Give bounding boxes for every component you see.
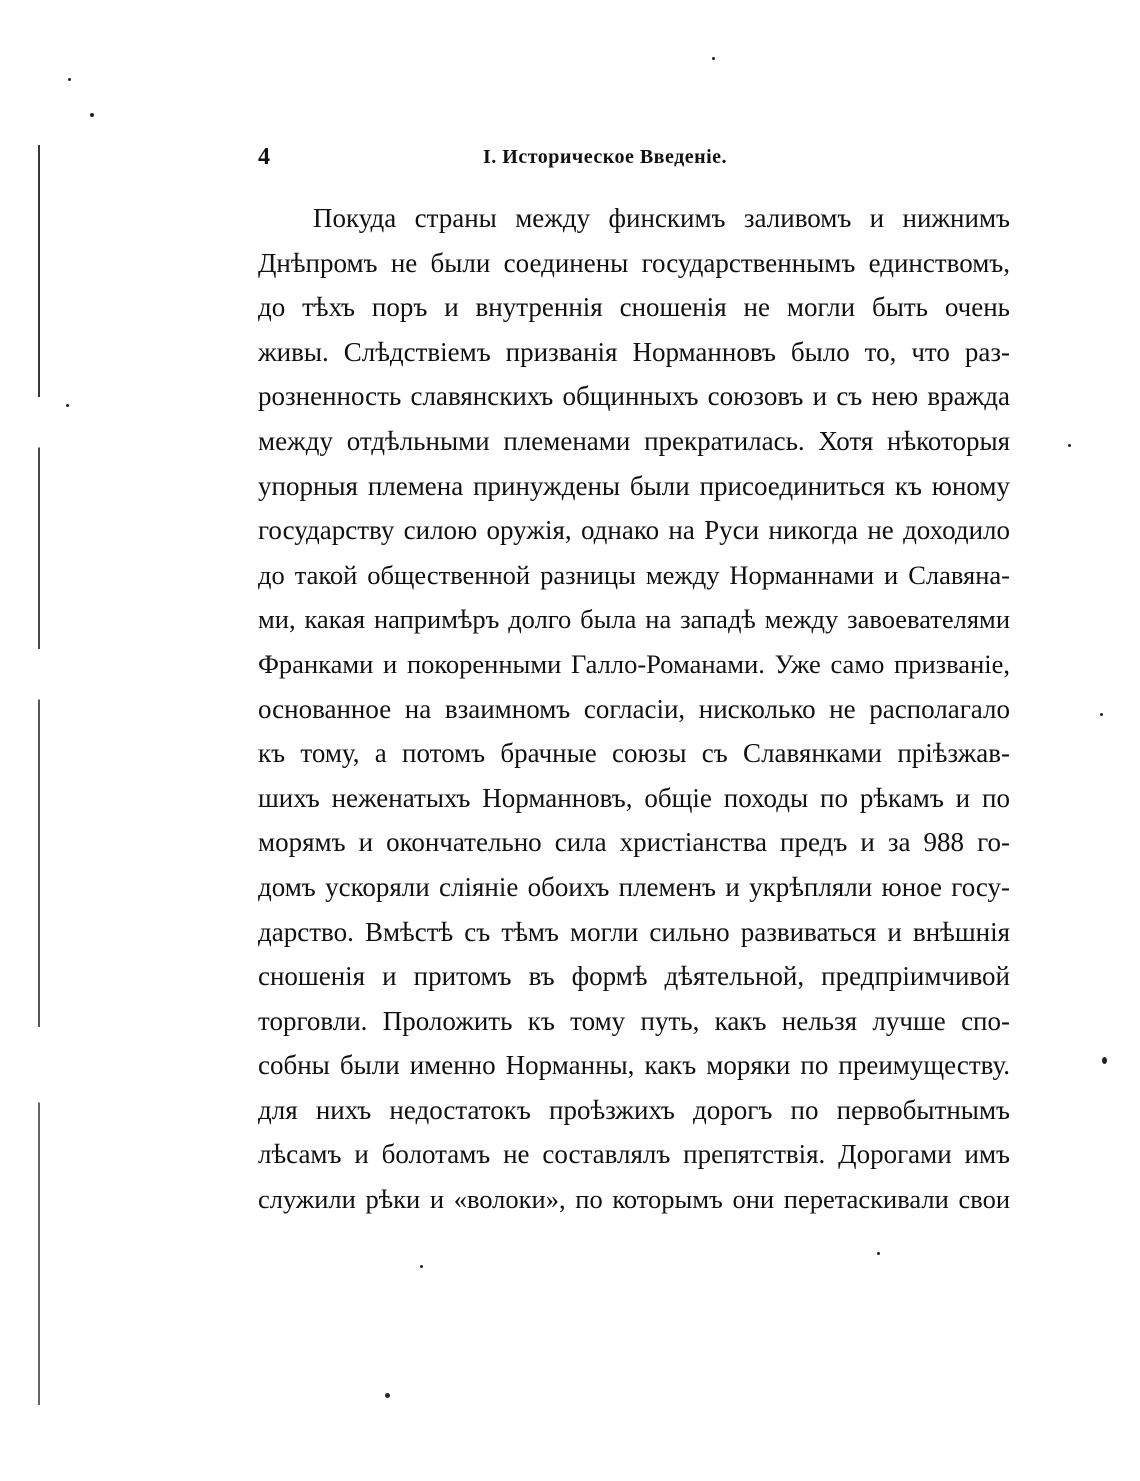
scan-speck — [68, 78, 71, 81]
text-line: между отдѣльными племенами прекратилась. Хотя нѣкоторыя — [258, 425, 1010, 456]
scan-speck — [1100, 713, 1103, 716]
text-line: Днѣпромъ не были соединены государственнымъ единствомъ, — [258, 247, 1010, 278]
scan-speck — [1102, 1057, 1107, 1064]
page-number: 4 — [258, 144, 270, 170]
text-line: домъ ускоряли сліяніе обоихъ племенъ и укрѣпляли юное госу- — [258, 871, 1010, 902]
text-line: собны были именно Норманны, какъ моряки по преимуществу. — [258, 1050, 1010, 1081]
text-line: до тѣхъ поръ и внутреннія сношенія не могли быть очень — [258, 292, 1010, 323]
scan-speck — [420, 1265, 423, 1268]
text-line: розненность славянскихъ общинныхъ союзовъ и съ нею вражда — [258, 381, 1010, 412]
scan-speck — [66, 404, 69, 407]
text-line: ми, какая напримѣръ долго была на западѣ между завоевателями — [258, 604, 1010, 635]
text-line: сношенія и притомъ въ формѣ дѣятельной, предпріимчивой — [258, 961, 1010, 992]
scan-speck — [385, 1393, 390, 1398]
scan-speck — [877, 1252, 880, 1255]
page-header — [258, 144, 1010, 174]
text-line: Покуда страны между финскимъ заливомъ и нижнимъ — [313, 203, 1010, 233]
text-line: живы. Слѣдствіемъ призванія Норманновъ было то, что раз- — [258, 336, 1010, 367]
text-line: до такой общественной разницы между Норманнами и Славяна- — [258, 559, 1010, 590]
scan-speck — [90, 113, 94, 117]
text-line: упорныя племена принуждены были присоединиться къ юному — [258, 470, 1010, 501]
page-edge-shadow — [38, 145, 40, 1405]
text-line: къ тому, а потомъ брачные союзы съ Славянками пріѣзжав- — [258, 738, 1010, 769]
text-line: шихъ неженатыхъ Норманновъ, общіе походы по рѣкамъ и по — [258, 782, 1010, 813]
text-line: Франками и покоренными Галло-Романами. Уже само призваніе, — [258, 648, 1010, 679]
running-head: I. Историческое Введеніе. — [483, 146, 728, 168]
text-line: государству силою оружія, однако на Руси никогда не доходило — [258, 515, 1010, 546]
text-line: дарство. Вмѣстѣ съ тѣмъ могли сильно развиваться и внѣшнія — [258, 916, 1010, 947]
text-line: для нихъ недостатокъ проѣзжихъ дорогъ по первобытнымъ — [258, 1094, 1010, 1125]
text-line: служили рѣки и «волоки», по которымъ они перетаскивали свои — [258, 1184, 1010, 1215]
scan-speck — [712, 57, 715, 60]
text-line: морямъ и окончательно сила христіанства предъ и за 988 го- — [258, 827, 1010, 858]
text-line: лѣсамъ и болотамъ не составлялъ препятствія. Дорогами имъ — [258, 1139, 1010, 1170]
text-line: основанное на взаимномъ согласіи, нисколько не располагало — [258, 693, 1010, 724]
text-line: торговли. Проложить къ тому путь, какъ нельзя лучше спо- — [258, 1005, 1010, 1036]
scan-speck — [1068, 444, 1071, 447]
body-paragraph — [258, 196, 1010, 1222]
